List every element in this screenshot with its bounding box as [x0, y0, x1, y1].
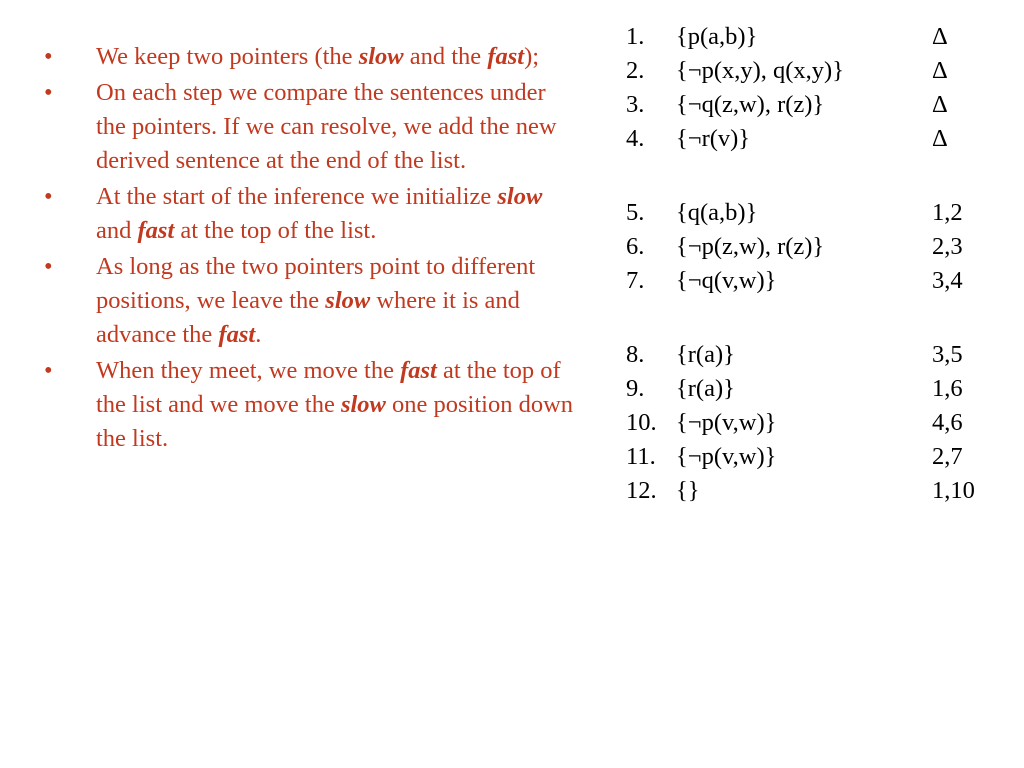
bullet-item — [44, 354, 579, 456]
bullet-dot-icon: • — [44, 357, 53, 384]
bullet-text: where it is and advance the — [96, 287, 520, 348]
clause-row — [626, 264, 1006, 298]
clause-sentence: {¬p(v,w)} — [676, 443, 777, 470]
bullet-text: and the — [403, 43, 488, 70]
bullet-text: We keep two pointers (the — [96, 43, 359, 70]
clause-source: Δ — [932, 125, 948, 152]
clause-row — [626, 54, 1006, 88]
clause-number: 2. — [626, 57, 645, 84]
clause-sentence: {p(a,b)} — [676, 23, 758, 50]
bullet-item — [44, 40, 579, 74]
bullet-list — [44, 40, 579, 456]
clause-number: 12. — [626, 477, 657, 504]
emphasized-term: slow — [325, 287, 371, 314]
clause-row — [626, 372, 1006, 406]
clause-sentence: {r(a)} — [676, 341, 735, 368]
bullet-text: At the start of the inference we initialize — [96, 183, 498, 210]
clause-number: 8. — [626, 341, 645, 368]
clause-sentence: {¬q(z,w), r(z)} — [676, 91, 825, 118]
bullet-dot-icon: • — [44, 43, 53, 70]
clause-source: 1,10 — [932, 477, 975, 504]
clause-number: 3. — [626, 91, 645, 118]
emphasized-term: slow — [340, 391, 386, 418]
emphasized-term: slow — [358, 43, 404, 70]
clause-source: Δ — [932, 23, 948, 50]
clause-sentence: {q(a,b)} — [676, 199, 758, 226]
bullet-text: On each step we compare the sentences under the pointers. If we can resolve, we add the new derived sentence at the end of the list. — [96, 79, 557, 174]
clause-row — [626, 196, 1006, 230]
clause-number: 4. — [626, 125, 645, 152]
emphasized-term: slow — [497, 183, 543, 210]
clause-sentence: {¬q(v,w)} — [676, 267, 777, 294]
bullet-text: at the top of the list and we move the — [96, 357, 561, 418]
clause-sentence: {¬r(v)} — [676, 125, 751, 152]
clause-number: 9. — [626, 375, 645, 402]
explanation-panel — [44, 40, 579, 458]
bullet-text: . — [255, 321, 262, 348]
clause-source: 3,5 — [932, 341, 963, 368]
emphasized-term: fast — [487, 43, 525, 70]
clause-number: 5. — [626, 199, 645, 226]
clause-sentence: {} — [676, 477, 700, 504]
bullet-text: As long as the two pointers point to different positions, we leave the — [96, 253, 536, 314]
clause-source: 1,2 — [932, 199, 963, 226]
emphasized-term: fast — [218, 321, 256, 348]
bullet-dot-icon: • — [44, 79, 53, 106]
emphasized-term: fast — [400, 357, 437, 384]
clause-row — [626, 230, 1006, 264]
bullet-dot-icon: • — [44, 253, 53, 280]
bullet-text: ); — [524, 43, 540, 70]
clause-source: Δ — [932, 91, 948, 118]
bullet-dot-icon: • — [44, 183, 53, 210]
bullet-item — [44, 180, 579, 248]
clause-list — [626, 20, 1006, 508]
group-spacer — [626, 298, 1006, 338]
clause-sentence: {¬p(x,y), q(x,y)} — [676, 57, 844, 84]
bullet-item — [44, 250, 579, 352]
clause-number: 6. — [626, 233, 645, 260]
clause-row — [626, 338, 1006, 372]
clause-source: 4,6 — [932, 409, 963, 436]
clause-row — [626, 406, 1006, 440]
bullet-text: at the top of the list. — [174, 217, 377, 244]
clause-row — [626, 440, 1006, 474]
clause-source: 1,6 — [932, 375, 963, 402]
clause-source: 3,4 — [932, 267, 963, 294]
clause-row — [626, 122, 1006, 156]
clause-sentence: {¬p(v,w)} — [676, 409, 777, 436]
bullet-text: and — [96, 217, 138, 244]
clause-source: 2,7 — [932, 443, 963, 470]
emphasized-term: fast — [137, 217, 175, 244]
bullet-text: When they meet, we move the — [96, 357, 401, 384]
clause-number: 11. — [626, 443, 656, 470]
clause-number: 10. — [626, 409, 657, 436]
clause-row — [626, 20, 1006, 54]
clause-source: Δ — [932, 57, 948, 84]
clause-source: 2,3 — [932, 233, 963, 260]
bullet-item — [44, 76, 579, 178]
clause-sentence: {¬p(z,w), r(z)} — [676, 233, 825, 260]
clause-number: 7. — [626, 267, 645, 294]
clause-row — [626, 474, 1006, 508]
clause-sentence: {r(a)} — [676, 375, 735, 402]
clause-row — [626, 88, 1006, 122]
clause-number: 1. — [626, 23, 645, 50]
bullet-text: one position down the list. — [96, 391, 574, 452]
group-spacer — [626, 156, 1006, 196]
